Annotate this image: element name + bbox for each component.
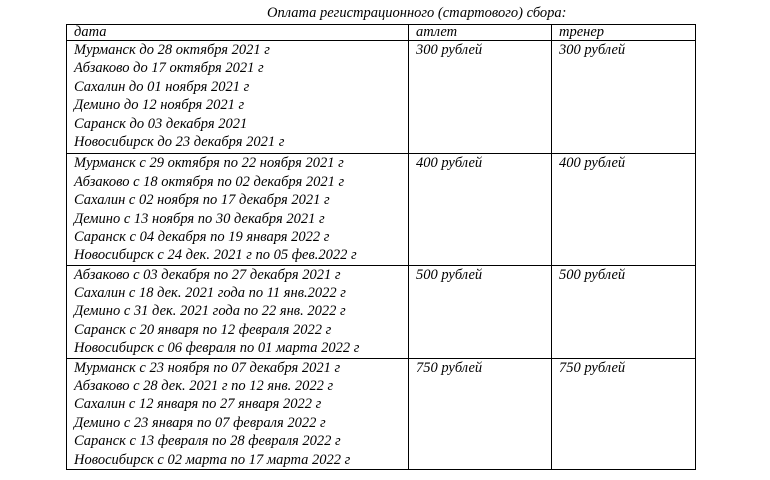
header-coach: тренер — [552, 25, 696, 41]
date-line: Абзаково до 17 октября 2021 г — [74, 60, 264, 77]
date-line: Саранск с 04 декабря по 19 января 2022 г — [74, 228, 330, 245]
table-row — [67, 265, 696, 358]
date-line: Мурманск до 28 октября 2021 г — [74, 42, 270, 58]
table-row — [67, 41, 696, 154]
date-line: Сахалин с 02 ноября по 17 декабря 2021 г — [74, 192, 330, 209]
date-line: Саранск до 03 декабря 2021 — [74, 115, 248, 132]
athlete-fee: 400 рублей — [409, 154, 552, 265]
coach-fee: 400 рублей — [552, 154, 696, 265]
date-line: Новосибирск с 02 марта по 17 марта 2022 г — [74, 451, 351, 468]
date-line: Демино с 31 дек. 2021 года по 22 янв. 2022 г — [74, 303, 346, 320]
header-athlete: атлет — [409, 25, 552, 41]
header-row — [67, 25, 696, 41]
date-line: Сахалин до 01 ноября 2021 г — [74, 78, 250, 95]
date-line: Мурманск с 29 октября по 22 ноября 2021 г — [74, 155, 344, 172]
date-line: Демино до 12 ноября 2021 г — [74, 97, 245, 114]
coach-fee: 750 рублей — [552, 358, 696, 469]
table-caption: Оплата регистрационного (стартового) сбора: — [267, 5, 567, 21]
athlete-fee: 500 рублей — [409, 265, 552, 358]
date-line: Абзаково с 03 декабря по 27 декабря 2021 г — [74, 266, 341, 283]
date-line: Демино с 23 января по 07 февраля 2022 г — [74, 414, 326, 431]
table-row — [67, 154, 696, 265]
date-line: Новосибирск с 06 февраля по 01 марта 2022 г — [74, 340, 360, 357]
fee-table — [66, 24, 696, 470]
date-line: Сахалин с 18 дек. 2021 года по 11 янв.2022 г — [74, 285, 346, 302]
date-line: Абзаково с 28 дек. 2021 г по 12 янв. 2022 г — [74, 378, 334, 395]
coach-fee: 500 рублей — [552, 265, 696, 358]
date-line: Сахалин с 12 января по 27 января 2022 г — [74, 396, 322, 413]
dates-cell — [67, 41, 409, 154]
dates-cell — [67, 265, 409, 358]
date-line: Мурманск с 23 ноября по 07 декабря 2021 г — [74, 359, 341, 376]
dates-cell — [67, 154, 409, 265]
header-date: дата — [67, 25, 409, 41]
date-line: Демино с 13 ноября по 30 декабря 2021 г — [74, 210, 325, 227]
date-line: Новосибирск с 24 дек. 2021 г по 05 фев.2022 г — [74, 247, 357, 264]
table-row — [67, 358, 696, 469]
athlete-fee: 300 рублей — [409, 41, 552, 154]
date-line: Абзаково с 18 октября по 02 декабря 2021 г — [74, 173, 345, 190]
date-line: Новосибирск до 23 декабря 2021 г — [74, 133, 285, 150]
coach-fee: 300 рублей — [552, 41, 696, 154]
dates-cell — [67, 358, 409, 469]
date-line: Саранск с 13 февраля по 28 февраля 2022 г — [74, 433, 341, 450]
athlete-fee: 750 рублей — [409, 358, 552, 469]
date-line: Саранск с 20 января по 12 февраля 2022 г — [74, 321, 332, 338]
